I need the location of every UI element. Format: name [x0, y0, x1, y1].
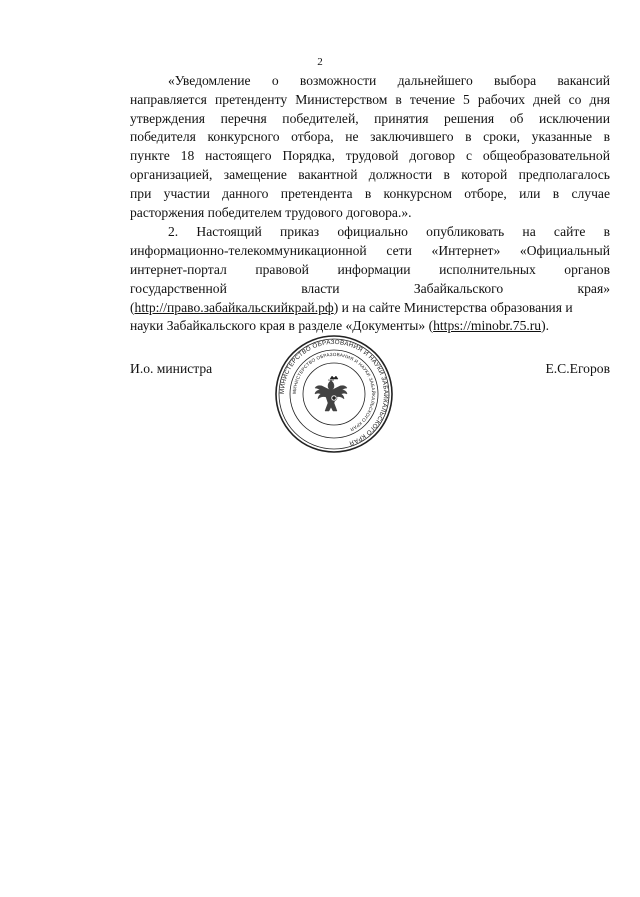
text-fragment: ). [541, 318, 550, 334]
seal-inner-textpath: МИНИСТЕРСТВО ОБРАЗОВАНИЯ И НАУКИ ЗАБАЙКАЛЬСКОГО КРАЯ [291, 351, 377, 433]
minobr-site-link[interactable]: https://minobr.75.ru [433, 318, 542, 334]
text-line: организацией, замещение вакантной должности в которой предполагалось [130, 166, 610, 182]
paragraph-1 [130, 72, 610, 222]
text-line: государственной власти Забайкальского края» [130, 280, 610, 296]
text-fragment: ) и на сайте Министерства образования и [333, 299, 573, 315]
text-line: пункте 18 настоящего Порядка, трудовой договор с общеобразовательной [130, 148, 610, 164]
text-line: направляется претенденту Министерством в течение 5 рабочих дней со дня [130, 91, 610, 107]
text-line: 2. Настоящий приказ официально опубликовать на сайте в [168, 224, 610, 240]
paragraph-2 [130, 223, 610, 336]
text-fragment: ( [130, 299, 135, 315]
official-seal-stamp [274, 334, 394, 454]
pravo-portal-link[interactable]: http://право.забайкальскийкрай.рф [134, 299, 334, 315]
seal-outer-textpath: МИНИСТЕРСТВО ОБРАЗОВАНИЯ И НАУКИ ЗАБАЙКАЛЬСКОГО КРАЯ [278, 338, 390, 447]
page-number: 2 [317, 56, 323, 68]
text-line: победителя конкурсного отбора, не заключившего в сроки, указанные в [130, 129, 610, 145]
document-body [130, 72, 610, 336]
text-line: «Уведомление о возможности дальнейшего выбора вакансий [168, 73, 610, 88]
text-fragment: науки Забайкальского края в разделе «Документы» ( [130, 318, 434, 334]
text-line: утверждения перечня победителей, принятия решения об исключении [130, 110, 610, 126]
signatory-title: И.о. министра [130, 361, 213, 376]
text-line: интернет-портал правовой информации исполнительных органов [130, 261, 610, 277]
double-headed-eagle-emblem [315, 376, 347, 411]
text-line: информационно-телекоммуникационной сети «Интернет» «Официальный [130, 243, 610, 259]
text-line: при участии данного претендента в конкурсном отборе, или в случае [130, 185, 610, 201]
text-line [130, 299, 610, 318]
signatory-name: Е.С.Егоров [545, 361, 610, 376]
text-line: расторжения победителем трудового договора.». [130, 204, 412, 220]
